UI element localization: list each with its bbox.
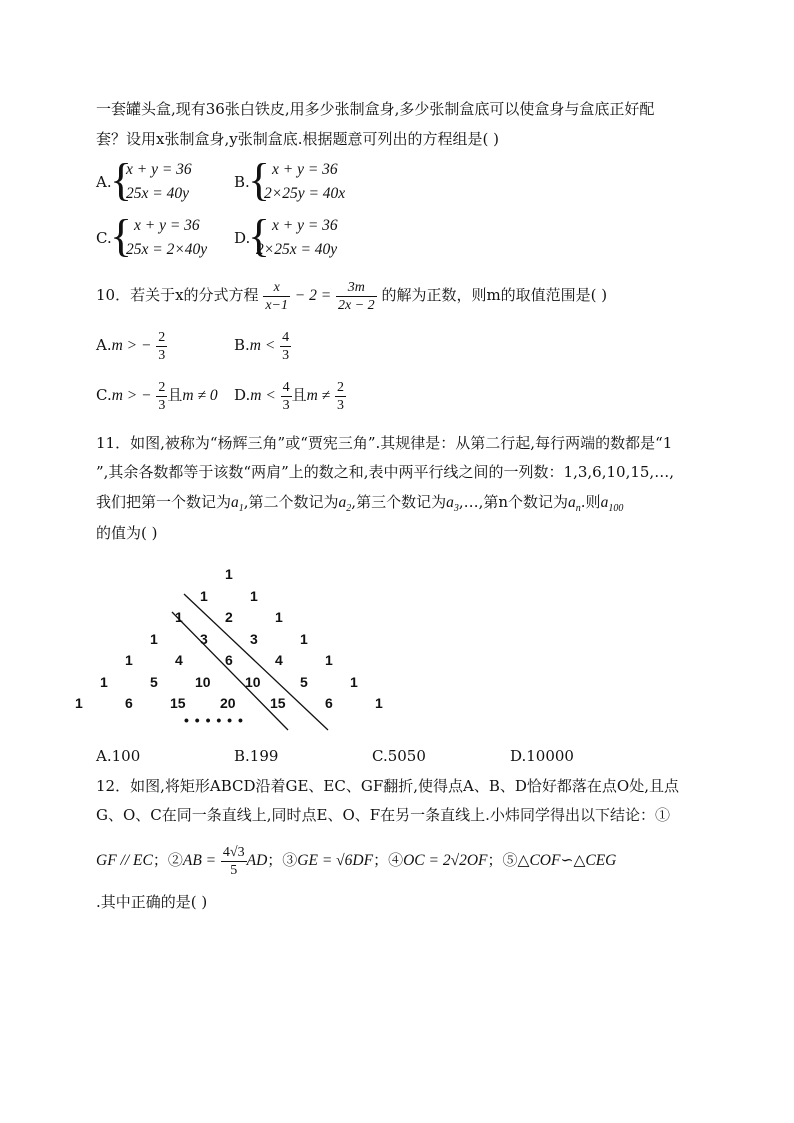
q10-option-a xyxy=(96,326,167,365)
q10-option-d-tail: m ≠ xyxy=(306,387,331,404)
q10-stem xyxy=(96,276,607,314)
q12-conclusion-3: GE = √6DF xyxy=(297,852,374,869)
q11-a100: $a_{100}$ xyxy=(600,494,624,515)
triangle-cell-r3-c3: 1 xyxy=(300,630,308,647)
q10-option-a-label: A. xyxy=(96,336,112,354)
q11-line3-b: ,第二个数记为 xyxy=(243,493,339,511)
q10-option-b-frac xyxy=(280,329,291,364)
q10-option-c-tail: m ≠ 0 xyxy=(182,387,218,404)
q11-line3-e: .则 xyxy=(580,493,601,511)
triangle-cell-r6-c0: 1 xyxy=(75,695,83,711)
q10-middle: − 2 = xyxy=(294,287,332,304)
q10-option-b xyxy=(234,326,291,365)
q10-frac1-den: x−1 xyxy=(265,297,289,313)
triangle-cell-r2-c2: 1 xyxy=(275,609,283,625)
q10-option-d-num1: 4 xyxy=(282,379,290,395)
q12-line4: .其中正确的是( ) xyxy=(96,893,208,911)
q10-option-d-num2: 2 xyxy=(336,379,344,395)
q9-option-d-eq1: x + y = 36 xyxy=(272,217,338,234)
triangle-cell-r4-c3: 4 xyxy=(275,652,283,668)
triangle-cell-r6-c2: 15 xyxy=(170,695,186,711)
triangle-parallel-lines xyxy=(90,560,390,735)
q12-sep-2: ；③ xyxy=(267,851,298,869)
q10-option-c-label: C. xyxy=(96,386,112,404)
triangle-cell-r1-c0: 1 xyxy=(200,587,208,604)
q11-line2: ”,其余各数都等于该数“两肩”上的数之和,表中两平行线之间的一列数：1,3,6,10,15,…, xyxy=(96,463,674,481)
q9-line1: 一套罐头盒,现有36张白铁皮,用多少张制盒身,多少张制盒底可以使盒身与盒底正好配 xyxy=(96,100,655,118)
q9-option-a-eq2: 25x = 40y xyxy=(126,185,189,202)
q10-option-c-mid: 且 xyxy=(167,386,183,404)
q12-line1: 12．如图,将矩形ABCD沿着GE、EC、GF翻折,使得点A、B、D恰好都落在点O处,且点 xyxy=(96,777,679,795)
q9-option-a-brace: { xyxy=(110,154,133,205)
q10-option-d-frac2 xyxy=(335,379,346,414)
q11-a2: $a_2$ xyxy=(338,494,352,515)
q9-option-c-eq2: 25x = 2×40y xyxy=(126,241,208,258)
q11-option-c: C.5050 xyxy=(372,747,426,765)
q11-line1: 11．如图,被称为“杨辉三角”或“贾宪三角”.其规律是：从第二行起,每行两端的数都是“1 xyxy=(96,434,673,452)
triangle-cell-r4-c4: 1 xyxy=(325,652,333,668)
q11-line3-a: 我们把第一个数记为 xyxy=(96,493,232,511)
triangle-cell-r6-c6: 1 xyxy=(375,695,383,711)
q10-option-d-den1: 3 xyxy=(282,397,290,413)
q10-option-d-label: D. xyxy=(234,386,251,404)
q11-a3: $a_3$ xyxy=(446,494,459,515)
q11-option-d: D.10000 xyxy=(510,747,574,765)
q12-conclusion-4: OC = 2√2OF xyxy=(403,852,488,869)
triangle-cell-r5-c0: 1 xyxy=(100,673,108,690)
triangle-cell-r5-c3: 10 xyxy=(245,673,261,690)
q10-option-d xyxy=(234,376,346,415)
triangle-cell-r2-c1: 2 xyxy=(225,609,233,625)
q10-option-c xyxy=(96,376,218,415)
triangle-cell-r4-c2: 6 xyxy=(225,652,233,668)
q10-fraction-2 xyxy=(336,279,377,314)
q9-option-c-eq1: x + y = 36 xyxy=(134,217,200,234)
q9-option-a-eq1: x + y = 36 xyxy=(126,161,192,178)
q12-conclusions xyxy=(96,840,616,881)
triangle-cell-r6-c4: 15 xyxy=(270,695,286,711)
q11-line3-d: ,…,第n个数记为 xyxy=(458,493,569,511)
q12-sep-4: ；⑤ xyxy=(487,851,518,869)
triangle-cell-r5-c5: 1 xyxy=(350,673,358,690)
triangle-cell-r3-c1: 3 xyxy=(200,630,208,647)
triangle-cell-r5-c4: 5 xyxy=(300,673,308,690)
q10-option-b-den: 3 xyxy=(282,347,290,363)
q12-line2: G、O、C在同一条直线上,同时点E、O、F在另一条直线上.小炜同学得出以下结论：① xyxy=(96,806,670,824)
triangle-cell-r6-c3: 20 xyxy=(220,695,236,711)
q10-option-c-den: 3 xyxy=(158,397,166,413)
q12-sep-1: ；② xyxy=(152,851,183,869)
q11-an: $a_n$ xyxy=(568,494,581,515)
q10-fraction-1 xyxy=(263,279,290,314)
q10-option-b-num: 4 xyxy=(282,329,290,345)
q10-option-d-text: m < xyxy=(250,387,276,404)
q10-option-c-num: 2 xyxy=(158,379,166,395)
q12-conclusion-2-lhs: AB = xyxy=(182,852,217,869)
q10-tail: 的解为正数，则m的取值范围是( ) xyxy=(381,286,608,304)
q10-option-d-mid: 且 xyxy=(291,386,307,404)
triangle-continuation-dots: • • • • • • xyxy=(184,712,244,728)
q9-option-d-brace: { xyxy=(248,210,271,261)
triangle-cell-r6-c1: 6 xyxy=(125,695,133,711)
q9-option-b-eq2: 2×25y = 40x xyxy=(264,185,346,202)
q10-option-c-frac xyxy=(156,379,167,414)
q11-line3 xyxy=(96,492,623,519)
q10-lead: 10．若关于x的分式方程 xyxy=(96,286,259,304)
q12-conclusion-2-frac xyxy=(221,844,247,879)
q9-option-b-label: B. xyxy=(234,173,250,191)
q10-option-d-den2: 3 xyxy=(336,397,344,413)
q10-option-d-frac1 xyxy=(281,379,292,414)
q9-option-a-label: A. xyxy=(96,173,112,191)
triangle-cell-r5-c1: 5 xyxy=(150,673,158,690)
q11-a1: $a_1$ xyxy=(231,494,244,515)
q10-option-c-text: m > − xyxy=(111,387,152,404)
q10-frac2-den: 2x − 2 xyxy=(338,297,375,313)
q11-line3-c: ,第三个数记为 xyxy=(351,493,447,511)
q10-option-b-text: m < xyxy=(249,337,276,354)
q9-option-b-eq1: x + y = 36 xyxy=(272,161,338,178)
triangle-cell-r3-c2: 3 xyxy=(250,630,258,647)
q12-conclusion-2-rhs: AD xyxy=(246,852,268,869)
q10-frac2-num: 3m xyxy=(336,279,377,297)
q11-option-b: B.199 xyxy=(234,747,279,765)
q9-option-c-label: C. xyxy=(96,229,112,247)
triangle-cell-r4-c0: 1 xyxy=(125,652,133,668)
q9-option-b-brace: { xyxy=(248,154,271,205)
q12-conclusion-1: GF // EC xyxy=(96,852,153,869)
q9-option-d-eq2: 2×25x = 40y xyxy=(256,241,338,258)
triangle-cell-r6-c5: 6 xyxy=(325,695,333,711)
parallel-line-right xyxy=(184,594,328,730)
triangle-cell-r2-c0: 1 xyxy=(175,609,183,625)
q9-line2: 套？设用x张制盒身,y张制盒底.根据题意可列出的方程组是( ) xyxy=(96,130,499,148)
q10-option-b-label: B. xyxy=(234,336,250,354)
q9-option-c-brace: { xyxy=(110,210,133,261)
q11-option-a: A.100 xyxy=(96,747,141,765)
q12-conclusion-5: △COF∽△CEG xyxy=(517,852,617,869)
q11-line4: 的值为( ) xyxy=(96,524,158,542)
triangle-cell-r5-c2: 10 xyxy=(195,673,211,690)
triangle-cell-r3-c0: 1 xyxy=(150,630,158,647)
q10-option-a-den: 3 xyxy=(158,347,166,363)
triangle-cell-r4-c1: 4 xyxy=(175,652,183,668)
triangle-cell-r0-c0: 1 xyxy=(225,566,233,582)
q9-option-d-label: D. xyxy=(234,229,251,247)
q12-c2-num: 4√3 xyxy=(222,844,245,860)
q10-option-a-num: 2 xyxy=(158,329,166,345)
q10-option-a-text: m > − xyxy=(111,337,152,354)
q12-sep-3: ；④ xyxy=(373,851,404,869)
q10-option-a-frac xyxy=(156,329,167,364)
triangle-cell-r1-c1: 1 xyxy=(250,587,258,604)
yanghui-triangle-figure xyxy=(75,560,390,735)
q10-frac1-num: x xyxy=(263,279,290,297)
q12-c2-den: 5 xyxy=(230,862,238,878)
